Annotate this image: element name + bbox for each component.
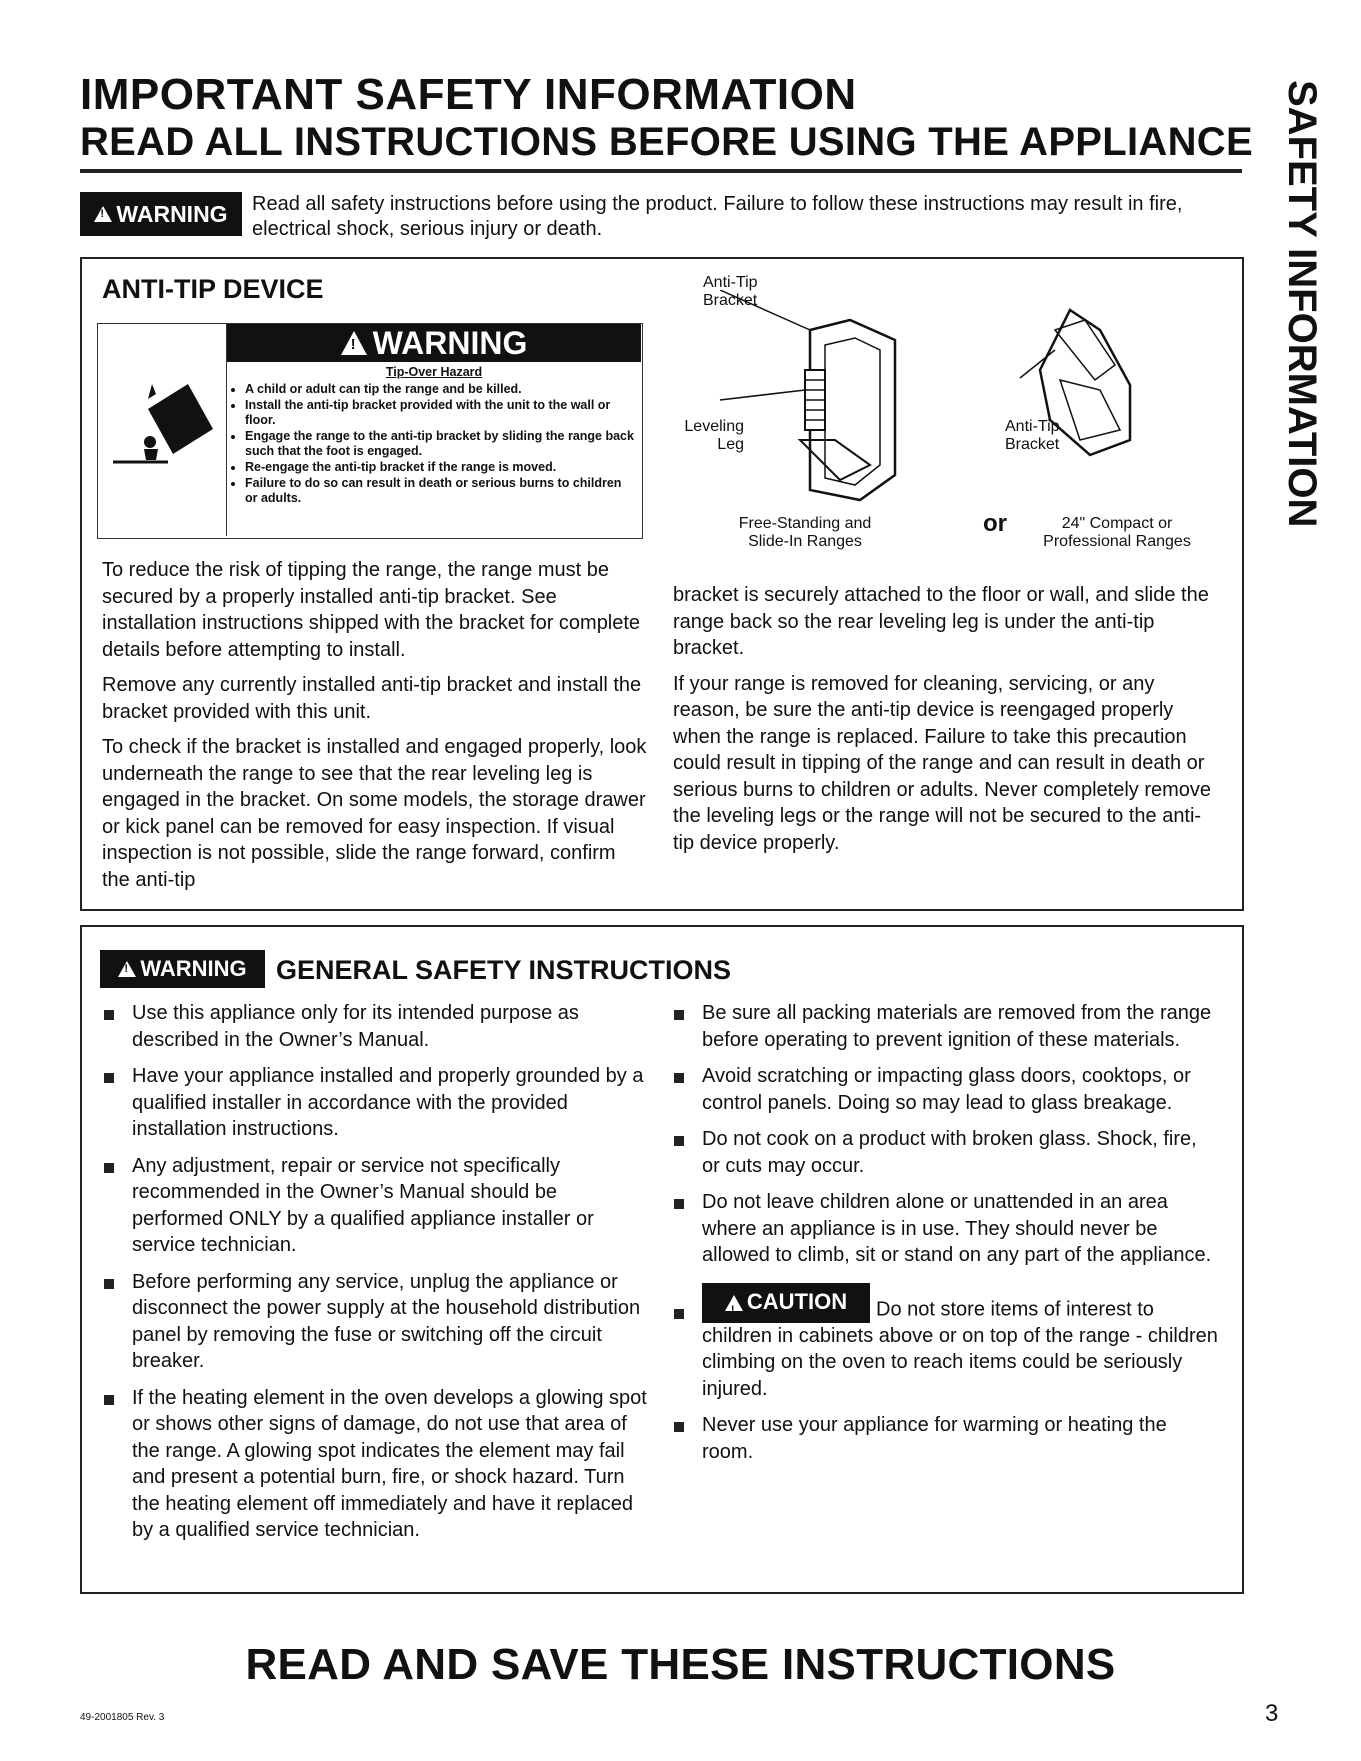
list-item — [670, 1000, 1220, 1053]
caution-triangle-icon — [725, 1295, 743, 1311]
hazard-bullet: • Install the anti-tip bracket provided with the unit to the wall or floor. — [245, 398, 635, 428]
caution-text: Do not store items of interest to children in cabinets above or on top of the range - children climbing on the oven to reach items could be seriously injured. — [702, 1298, 1218, 1400]
caution-badge-label: CAUTION — [746, 1289, 848, 1315]
header-divider — [80, 169, 1242, 173]
tip-over-warning-box — [97, 323, 643, 539]
anti-tip-paragraph: To reduce the risk of tipping the range, the range must be secured by a properly installed anti-tip bracket. See installation instructions shipped with the bracket for complete details before attempting to install. — [102, 559, 641, 661]
list-item-text: If the heating element in the oven develops a glowing spot or shows other signs of damage, do not use that area of the range. A glowing spot indicates the element may fail and present a potential burn, fire, or shock hazard. Turn the heating element off immediately and have it replaced by a qualified service technician. — [132, 1386, 647, 1541]
label-anti-tip-bracket-1: Anti-Tip Bracket — [703, 274, 758, 309]
anti-tip-left-text — [102, 557, 647, 902]
warning-badge — [80, 192, 242, 236]
warning-badge-label: WARNING — [116, 200, 228, 227]
list-item — [100, 1063, 650, 1143]
bullet-square-icon — [674, 1010, 684, 1020]
list-item-text: Before performing any service, unplug the appliance or disconnect the power supply at the household distribution panel by removing the fuse or switching off the circuit breaker. — [132, 1270, 641, 1372]
bullet-square-icon — [104, 1073, 114, 1083]
bullet-square-icon — [104, 1163, 114, 1173]
warning-box-badge: WARNING — [372, 324, 528, 361]
bullet-square-icon — [674, 1422, 684, 1432]
page-subtitle: READ ALL INSTRUCTIONS BEFORE USING THE APPLIANCE — [80, 120, 1253, 164]
bullet-square-icon — [674, 1136, 684, 1146]
anti-tip-bracket-figure — [660, 290, 1220, 520]
footer-title: READ AND SAVE THESE INSTRUCTIONS — [245, 1640, 1116, 1689]
anti-tip-paragraph: Remove any currently installed anti-tip bracket and install the bracket provided with this unit. — [102, 674, 642, 723]
bullet-square-icon — [674, 1073, 684, 1083]
hazard-bullet: • Failure to do so can result in death or serious burns to children or adults. — [245, 476, 635, 506]
hazard-bullet: • A child or adult can tip the range and be killed. — [245, 382, 635, 397]
anti-tip-paragraph: If your range is removed for cleaning, servicing, or any reason, be sure the anti-tip device is reengaged properly when the range is replaced. Failure to take this precaution could result in tipping of the range and can result in death or serious burns to children or adults. Never completely remove the leveling legs or the range will not be secured to the anti-tip device properly. — [673, 672, 1212, 854]
side-tab — [1265, 80, 1335, 600]
anti-tip-title: ANTI-TIP DEVICE — [102, 274, 324, 304]
warning-box-header — [227, 324, 641, 362]
general-left-list — [100, 1000, 650, 1554]
list-item-text: Avoid scratching or impacting glass doors, cooktops, or control panels. Doing so may lead to glass breakage. — [702, 1065, 1191, 1114]
list-item-caution — [670, 1283, 1220, 1403]
list-item-text: Use this appliance only for its intended purpose as described in the Owner’s Manual. — [132, 1002, 579, 1051]
bullet-square-icon — [104, 1395, 114, 1405]
warning-triangle-icon — [341, 331, 367, 355]
document-number: 49-2001805 Rev. 3 — [80, 1712, 165, 1723]
list-item-text: Never use your appliance for warming or heating the room. — [702, 1414, 1167, 1463]
list-item — [100, 1269, 650, 1375]
hazard-bullets — [227, 382, 641, 506]
bullet-square-icon — [674, 1199, 684, 1209]
hazard-bullet: • Engage the range to the anti-tip bracket by sliding the range back such that the foot is engaged. — [245, 429, 635, 459]
general-warning-badge-label: WARNING — [140, 956, 247, 981]
general-warning-badge — [100, 950, 265, 988]
list-item — [670, 1063, 1220, 1116]
caption-free-standing: Free-Standing and Slide-In Ranges — [738, 515, 872, 550]
general-safety-title: GENERAL SAFETY INSTRUCTIONS — [276, 955, 732, 985]
list-item — [670, 1126, 1220, 1179]
page-title: IMPORTANT SAFETY INFORMATION — [80, 70, 857, 119]
list-item-text: Be sure all packing materials are removed from the range before operating to prevent ignition of these materials. — [702, 1002, 1212, 1051]
list-item-text: Have your appliance installed and properly grounded by a qualified installer in accordance with the provided installation instructions. — [132, 1065, 644, 1140]
warning-triangle-icon — [118, 961, 136, 977]
list-item — [670, 1189, 1220, 1269]
list-item-text: Any adjustment, repair or service not specifically recommended in the Owner’s Manual should be performed ONLY by a qualified appliance installer or service technician. — [132, 1154, 594, 1256]
warning-triangle-icon — [94, 206, 112, 222]
list-item — [100, 1000, 650, 1053]
list-item — [100, 1153, 650, 1259]
page-number: 3 — [1265, 1700, 1279, 1727]
label-leveling-leg: Leveling Leg — [684, 418, 744, 453]
list-item — [670, 1412, 1220, 1465]
caution-badge — [702, 1283, 870, 1323]
hazard-name: Tip-Over Hazard — [385, 365, 483, 379]
list-item — [100, 1385, 650, 1544]
warning-text: Read all safety instructions before using the product. Failure to follow these instructions may result in fire, electrical shock, serious injury or death. — [252, 193, 1183, 240]
general-right-list — [670, 1000, 1220, 1475]
list-item-text: Do not leave children alone or unattended in an area where an appliance is in use. They should never be allowed to climb, sit or stand on any part of the appliance. — [702, 1191, 1212, 1266]
bullet-square-icon — [104, 1010, 114, 1020]
list-item-text: Do not cook on a product with broken glass. Shock, fire, or cuts may occur. — [702, 1128, 1197, 1177]
tip-over-icon — [108, 354, 218, 474]
side-tab-label: SAFETY INFORMATION — [1280, 80, 1324, 528]
hazard-bullet: • Re-engage the anti-tip bracket if the range is moved. — [245, 460, 635, 475]
anti-tip-paragraph: To check if the bracket is installed and engaged properly, look underneath the range to see that the rear leveling leg is engaged in the bracket. On some models, the storage drawer or kick panel can be removed for easy inspection. If visual inspection is not possible, slide the range forward, confirm the anti-tip — [102, 736, 647, 891]
figure-or: or — [983, 510, 1007, 537]
bullet-square-icon — [104, 1279, 114, 1289]
anti-tip-right-text — [673, 582, 1213, 865]
anti-tip-paragraph: bracket is securely attached to the floor or wall, and slide the range back so the rear leveling leg is under the anti-tip bracket. — [673, 584, 1209, 659]
bullet-square-icon — [674, 1309, 684, 1319]
caption-compact: 24" Compact or Professional Ranges — [1043, 515, 1191, 550]
label-anti-tip-bracket-2: Anti-Tip Bracket — [1005, 418, 1060, 453]
